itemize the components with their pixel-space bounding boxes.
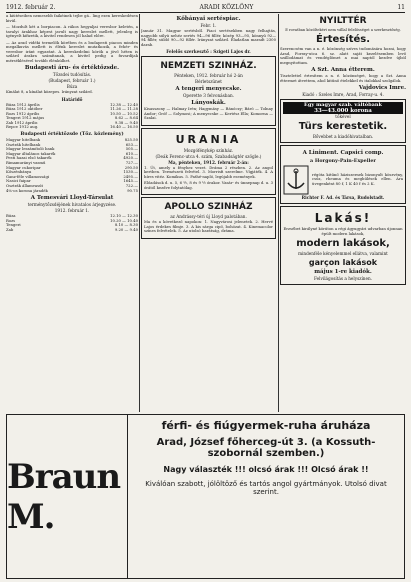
- apartment-garcon: garçon lakások: [308, 258, 378, 268]
- grain-row-name: Búza 1912 április: [6, 101, 40, 107]
- braun-logo: Braun M.: [7, 415, 128, 578]
- liniment-text: régóta kitűnő háziszernek bizonyult köszvény, csúz, rheuma és meghűlések ellen. Ára üvegenként 80 f, 1 K 40 f és 2 K.: [312, 171, 403, 186]
- apartment-footer: Felvilágosítás a helyszínen.: [314, 276, 372, 282]
- bank-ad-footer: Bővebbet a kiadóhivatalban.: [312, 134, 374, 140]
- urania-hours: Előadások d. u. 5, 6 ½, 8 és 9 ½ órakor. Vasár- és ünnepnap d. u. 3 órától kezdve folytatólag.: [144, 180, 273, 190]
- stock-row-name: Osztrák hitelbank: [6, 141, 41, 147]
- urania-box: [141, 128, 276, 196]
- bank-ad-amount: 33—43.000 korona: [283, 108, 403, 114]
- urania-address: (Deák Ferenc-utca 4. szám, Szabadságtér szögle.): [155, 153, 262, 159]
- stock-row-value: 727.—: [125, 160, 138, 166]
- bank-ad-sub: tőkével: [335, 114, 351, 120]
- liniment-subtitle: a Horgony-Pain-Expeller: [310, 158, 376, 165]
- wine-paragraph: — Mozdult két a borpiacon. A rákos hegyaljai veresbor keletén, a tavalyi árakhoz képest javult nagy kereslet mellett, jelenleg is igényelt kifizetik, a kivitel rendesen jól halad előre.: [6, 24, 138, 38]
- braun-ad-line-4: Kiválóan szabott, jólöltöző és tartós angol gyártmányok. Utolsó divat szerint.: [145, 480, 387, 496]
- page-header: [6, 3, 405, 12]
- apollo-subtitle: az Andrássy-téri új Lloyd palotában.: [170, 214, 247, 219]
- urania-subtitle: Mozgófénykép színház.: [183, 147, 234, 153]
- grain-title: Budapesti áru- és értéktőzsde.: [24, 65, 120, 71]
- header-date: 1912. február 2.: [6, 4, 56, 11]
- theatre-subtitle: Bérletszünet: [195, 79, 222, 84]
- stock-row-value: 90.75: [127, 187, 138, 193]
- nyiltter-note: E rovatban közöltekért nem vállal felelősséget a szerkesztőség.: [285, 28, 401, 32]
- lloyd-row-value: 10.20 — 10.40: [110, 217, 138, 223]
- stock-row-name: Osztrák államvasút: [6, 183, 44, 188]
- liniment-ad-box: [280, 145, 406, 204]
- lloyd-row-value: 9.20 — 9.40: [114, 226, 138, 232]
- grain-head: Határidő: [61, 96, 83, 102]
- pig-market-title: Kőbányai sertéspiac.: [176, 16, 241, 22]
- braun-advertisement: [6, 414, 405, 579]
- liniment-title: A Liniment. Capsici comp.: [302, 150, 384, 157]
- column-divider: [278, 14, 279, 412]
- publisher-line: Kiadó : Szeles Imre, Arad, Forray-u. 4.: [302, 92, 384, 98]
- theatre-date: Pénteken, 1912. február hó 2-án: [174, 73, 243, 78]
- stock-row-name: Magyar leszámítoló bank: [6, 146, 55, 152]
- stock-title: Budapesti értéktőzsde (Tőz. közlemény): [20, 132, 124, 138]
- stock-row-name: Kőszénbánya: [6, 169, 32, 175]
- stock-row-value: 1530.—: [123, 169, 138, 175]
- lloyd-title: A Temesvári Lloyd-Társulat: [30, 195, 114, 202]
- pig-market-date: Febr. 1.: [200, 23, 217, 28]
- braun-ad-line-1: férfi- és fiúgyermek-ruha áruháza: [161, 419, 371, 432]
- apollo-title: APOLLO SZINHÁZ: [164, 202, 253, 212]
- lloyd-row-name: Tengeri: [6, 222, 21, 228]
- notice-text: Szerencsém van a n. é. közönség szíves tudomására hozni, hogy Arad, Forray-utca 6. sz. alatt saját kezelésemben levő szállodámat és vendéglőmet a mai naptól kezdve újból megnyitottam.: [280, 46, 406, 65]
- stock-row-value: 610.—: [125, 150, 138, 156]
- play-1-subtitle: Operette 3 felvonásban.: [182, 93, 235, 98]
- apartment-title: Lakás!: [314, 211, 372, 226]
- apartment-text: Erzsébet királyné körúton a régi ágyugyári udvarban újonnan épült modern lakások,: [283, 226, 403, 236]
- grain-text: Kinálat 8, a kínálat közepes. Irányzat szilárd.: [6, 89, 93, 94]
- column-3: [280, 14, 406, 412]
- market-paragraph: — Az arad vidéki termelők körében és a budapesti piacon minden megalkuvás mellett is élénk kereslet mutatkozik, a fehér- és veresbor iránt egyaránt. A kereskedelmi körök a jövő héten is szilárd árakra számítanak, a kivitel pedig a fuvardíjak mérséklésével tovább élénkülhet.: [6, 39, 138, 63]
- urania-title: URANIA: [175, 132, 242, 146]
- lloyd-row-value: 8.10 — 8.30: [114, 222, 138, 228]
- bank-ad-headline: Türs kerestetik.: [298, 121, 388, 133]
- apollo-box: [141, 197, 276, 239]
- grain-row-value: 9.38 — 9.40: [114, 119, 138, 125]
- lloyd-row-value: 12.10 — 12.30: [110, 213, 138, 219]
- play-2-title: Lányoskák.: [191, 100, 226, 106]
- stock-row-value: 505.—: [125, 146, 138, 152]
- grain-row-name: Zab 1912 április: [6, 119, 38, 125]
- grain-row-value: 12.38 — 12.40: [110, 101, 138, 107]
- column-divider: [139, 14, 140, 412]
- stock-row-name: Magyar cukoripar: [6, 164, 41, 170]
- grain-location: (Budapest, február 1.): [48, 78, 96, 83]
- apartment-date: május 1-re kiadók.: [314, 269, 372, 276]
- notice-title: Értesítés.: [315, 34, 371, 46]
- grain-row: [6, 125, 138, 130]
- urania-date: Ma, pénteken, 1912. február 2-án:: [168, 159, 249, 165]
- stock-table: [6, 138, 138, 193]
- bank-ad-title: Egy magyar szab. váltóbank: [283, 102, 403, 108]
- lloyd-row-name: Búza: [6, 213, 16, 219]
- liniment-footer: Richter F. Ad. és Társa, Rudolstadt.: [301, 195, 385, 201]
- grain-label: Búza: [66, 84, 78, 89]
- grain-row-value: 8.62 — 8.64: [114, 115, 138, 121]
- apartment-subtitle: mindenféle kényelemmel ellátva, valamint: [298, 251, 388, 257]
- urania-program: 1. Út, amely a fényhez vezet. Dráma 2 részben. 2. Az angol kertben. Természeti felvétel. 3. Morrisfi szerelme. Vígjáték. 4. A híres vitéz. Komikus. 5. Pathé-napló, legújabb események.: [144, 164, 273, 179]
- intro-paragraph: a kiütéseiben nemesebb faikéinek tejbe gá.. ling ezen kereskedésen kivül.: [6, 14, 138, 23]
- stock-row-name: Magyar hitelbank: [6, 137, 41, 143]
- header-rule: [6, 12, 405, 13]
- grain-row-value: 11.26 — 11.28: [110, 106, 138, 112]
- grain-subtitle: Tőzsdei tudósítás.: [52, 72, 92, 77]
- column-1: [6, 14, 138, 412]
- stock-row-name: Rimamurányi vasmű: [6, 160, 46, 166]
- apartment-ad-box: [280, 206, 406, 285]
- editor-line: Felelős szerkesztő : Szigeti Lajos dr.: [166, 49, 251, 54]
- stock-row-value: 722.—: [125, 183, 138, 188]
- stock-row-name: Pesti hazai első takarék: [6, 155, 52, 161]
- stock-row-value: 825.50: [124, 137, 138, 143]
- stock-row-name: Magyar általános takarék: [6, 150, 56, 156]
- theatre-title: NEMZETI SZINHÁZ.: [160, 61, 257, 71]
- stock-row-value: 4920.—: [123, 155, 138, 161]
- nyiltter-title: NYILTTÉR: [319, 16, 367, 26]
- grain-row-value: 16.40 — 16.50: [110, 124, 138, 130]
- restaurant-title: A Szt. Anna étterem.: [311, 67, 375, 74]
- lloyd-row-name: Rozs: [6, 217, 16, 223]
- grain-row-name: Tengeri 1912 május: [6, 115, 45, 121]
- braun-ad-line-2: Arad, József főherceg-út 3. (a Kossuth-szobornál szemben.): [156, 437, 376, 459]
- theatre-box: [141, 56, 276, 126]
- restaurant-owner: Vajdovics Imre.: [358, 85, 406, 92]
- stock-row-name: 4%-os korona járadék: [6, 187, 48, 193]
- braun-ad-line-3: Nagy választék !!! olcsó árak !!! Olcsó árak !!: [163, 465, 369, 474]
- stock-row-value: 290.50: [124, 164, 138, 170]
- stock-row-name: Nasici faipar: [6, 178, 31, 184]
- lloyd-row: [6, 228, 138, 233]
- grain-row-name: Búza 1912 október: [6, 106, 43, 112]
- lloyd-table: [6, 214, 138, 232]
- play-1-title: A tengeri menyecske.: [175, 86, 242, 92]
- header-title: ARADI KÖZLÖNY: [199, 4, 254, 11]
- grain-row-name: Rozs 1912 április: [6, 110, 40, 116]
- pig-market-text: Január 31. Magyar sertésből. Piaci sertésekben nagy felhajtás, nagyobb súlyú nehéz sertés 94—96 fillér, közép 93—95, könnyű 92—94 fillér, süldő 90—92 fillér. Irányzat szilárd. Eladatlan maradt 2300 darab.: [141, 28, 276, 47]
- bank-ad-box: [280, 99, 406, 143]
- anchor-icon: [283, 165, 309, 195]
- lloyd-date: 1912. február 1.: [54, 208, 90, 214]
- header-page-number: 11: [397, 4, 405, 11]
- stock-row: [6, 189, 138, 194]
- stock-row-value: 653.—: [125, 141, 138, 147]
- restaurant-text: Tisztelettel értesítem a n. é. közönséget, hogy a Szt. Anna éttermet átvettem, ahol kitűnő ételekkel és italokkal szolgálok.: [280, 73, 406, 83]
- grain-row-value: 10.50 — 10.52: [110, 110, 138, 116]
- lloyd-row-name: Zab: [6, 226, 14, 232]
- stock-row-value: 1645.—: [123, 178, 138, 184]
- column-2: [141, 14, 276, 412]
- grain-row-name: Repce 1912 aug.: [6, 124, 39, 130]
- apollo-program: Ma és a következő napokon: 1. Nagyvárosi jelenetek. 2. Hervé Lajos érdekes filmje. 3. A kis sárga cipő, bohózat. 4. Kinemacolor színes felvételek. 5. Az utolsó barátság, dráma.: [144, 219, 273, 233]
- apartment-modern: modern lakások,: [296, 238, 390, 250]
- cast-list: Kisasszony — Halmay Irén; Hagymásy — Bánóczy; Báró — Tolnay Andor; Gróf — Solymosi; A menyecske — Kertész Ella; Komorna — Szalai.: [144, 106, 273, 120]
- lloyd-subtitle: terménytőzsdéjének hivatalos árjegyzése.: [27, 202, 117, 208]
- stock-row-name: Ganz-féle villamossági: [6, 173, 50, 179]
- braun-ad-text: [128, 415, 404, 578]
- grain-table: [6, 103, 138, 131]
- stock-row-value: 2495.—: [123, 173, 138, 179]
